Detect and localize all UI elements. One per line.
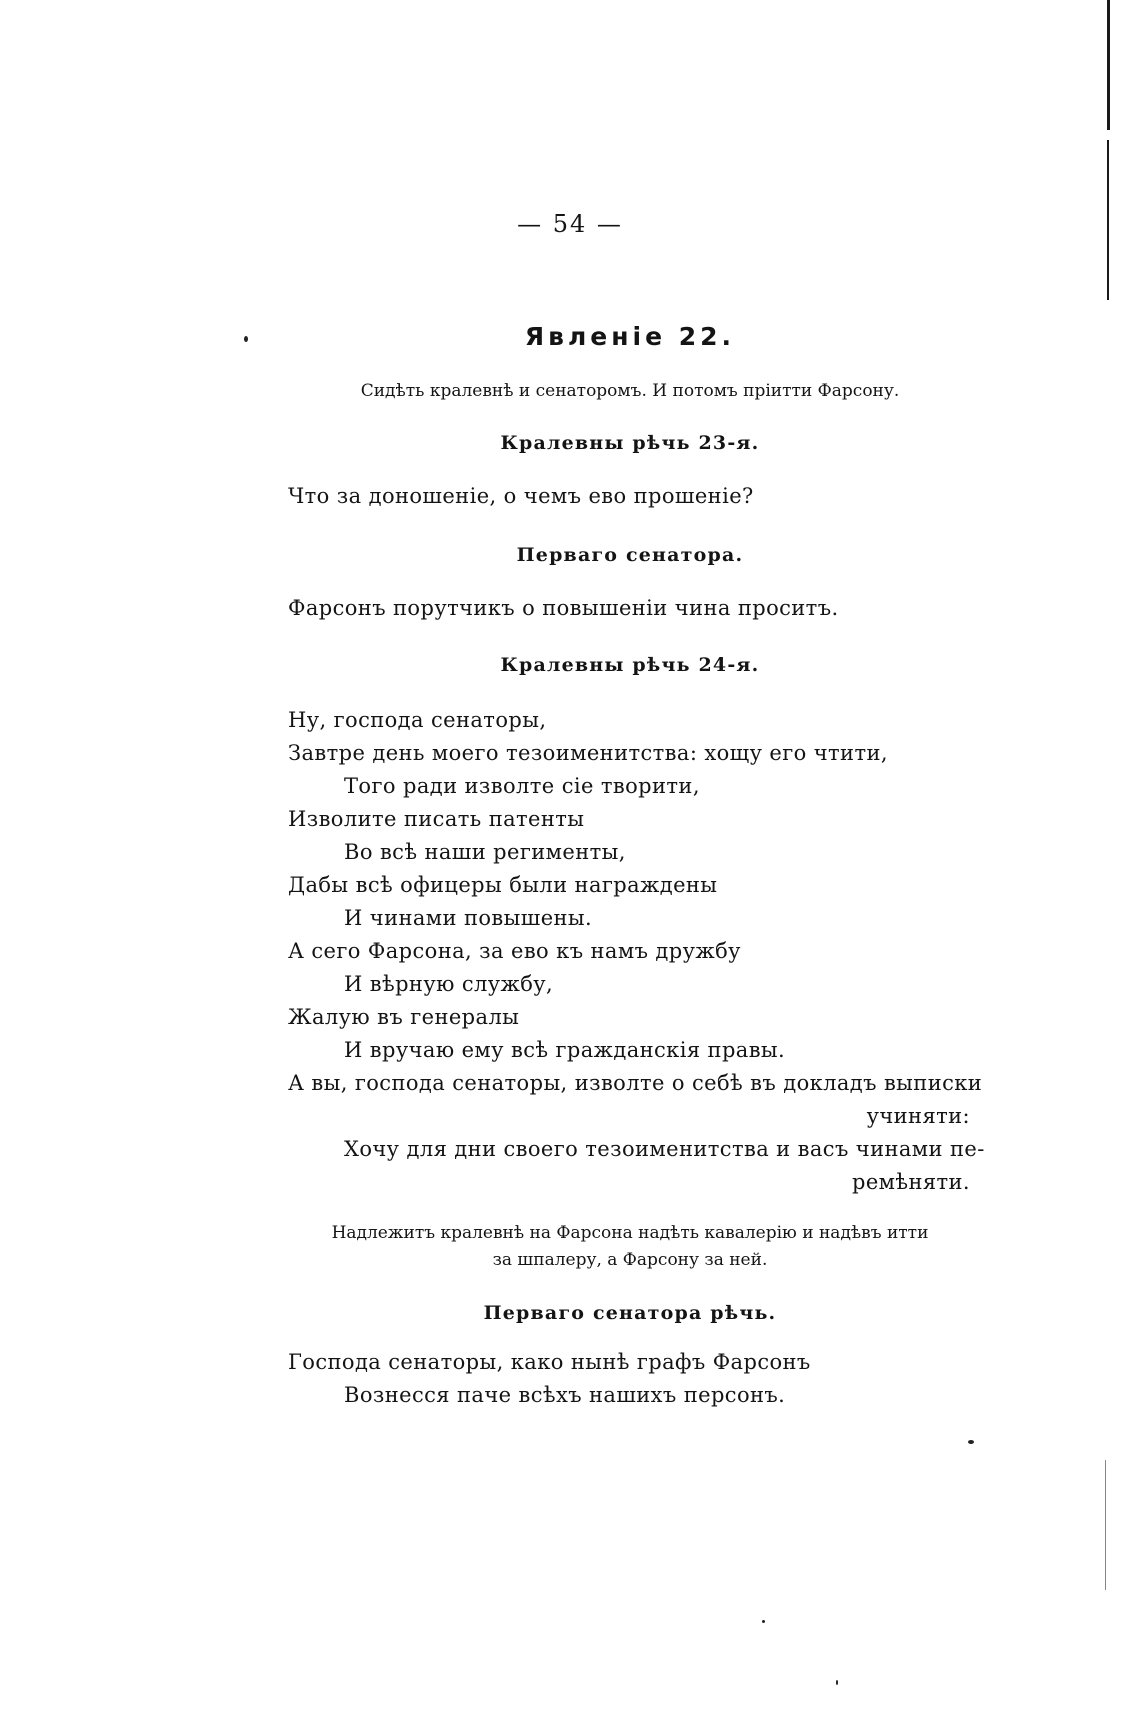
speech-line: учиняти:	[866, 1104, 970, 1128]
speech-line: И вручаю ему всѣ гражданскія правы.	[344, 1038, 786, 1062]
speech-line: Дабы всѣ офицеры были награждены	[288, 873, 718, 897]
speech-line: И вѣрную службу,	[344, 972, 554, 996]
scan-speck	[762, 1620, 765, 1623]
scan-speck	[836, 1680, 838, 1685]
stage-direction: Надлежитъ кралевнѣ на Фарсона надѣть кавалерію и надѣвъ итти за шпалеру, а Фарсону за ней.	[331, 1223, 929, 1270]
speech-line: А сего Фарсона, за ево къ намъ дружбу	[288, 939, 741, 963]
scan-edge-line	[1107, 0, 1110, 130]
speech-line: Ну, господа сенаторы,	[288, 708, 547, 732]
speech-line: Что за доношеніе, о чемъ ево прошеніе?	[288, 484, 754, 508]
speech-line: А вы, господа сенаторы, изволте о себѣ въ докладъ выписки	[288, 1071, 983, 1095]
speaker-heading: Перваго сенатора рѣчь.	[483, 1302, 777, 1324]
speaker-heading: Перваго сенатора.	[516, 544, 744, 566]
scene-title: Явленіе 22.	[524, 322, 736, 351]
stage-direction: Сидѣть кралевнѣ и сенаторомъ. И потомъ пріитти Фарсону.	[360, 381, 900, 401]
speech-line: Хочу для дни своего тезоименитства и васъ чинами пе-	[344, 1137, 985, 1161]
scan-edge-line	[1105, 1460, 1106, 1590]
speech-line: ремѣняти.	[851, 1170, 970, 1194]
speech-line: Изволите писать патенты	[288, 807, 585, 831]
speaker-heading: Кралевны рѣчь 23-я.	[500, 432, 760, 454]
speech-line: Вознесся паче всѣхъ нашихъ персонъ.	[344, 1383, 786, 1407]
scan-speck	[968, 1440, 974, 1444]
speech-line: Во всѣ наши регименты,	[344, 840, 626, 864]
speech-line: Завтре день моего тезоименитства: хощу его чтити,	[288, 741, 888, 765]
speech-line: Фарсонъ порутчикъ о повышеніи чина проситъ.	[288, 596, 839, 620]
speech-line: Того ради изволте сіе творити,	[344, 774, 700, 798]
page-number: — 54 —	[517, 210, 623, 238]
speech-line: Господа сенаторы, како нынѣ графъ Фарсонъ	[288, 1350, 811, 1374]
speech-line: Жалую въ генералы	[288, 1005, 520, 1029]
speaker-heading: Кралевны рѣчь 24-я.	[500, 654, 760, 676]
speech-line: И чинами повышены.	[344, 906, 593, 930]
